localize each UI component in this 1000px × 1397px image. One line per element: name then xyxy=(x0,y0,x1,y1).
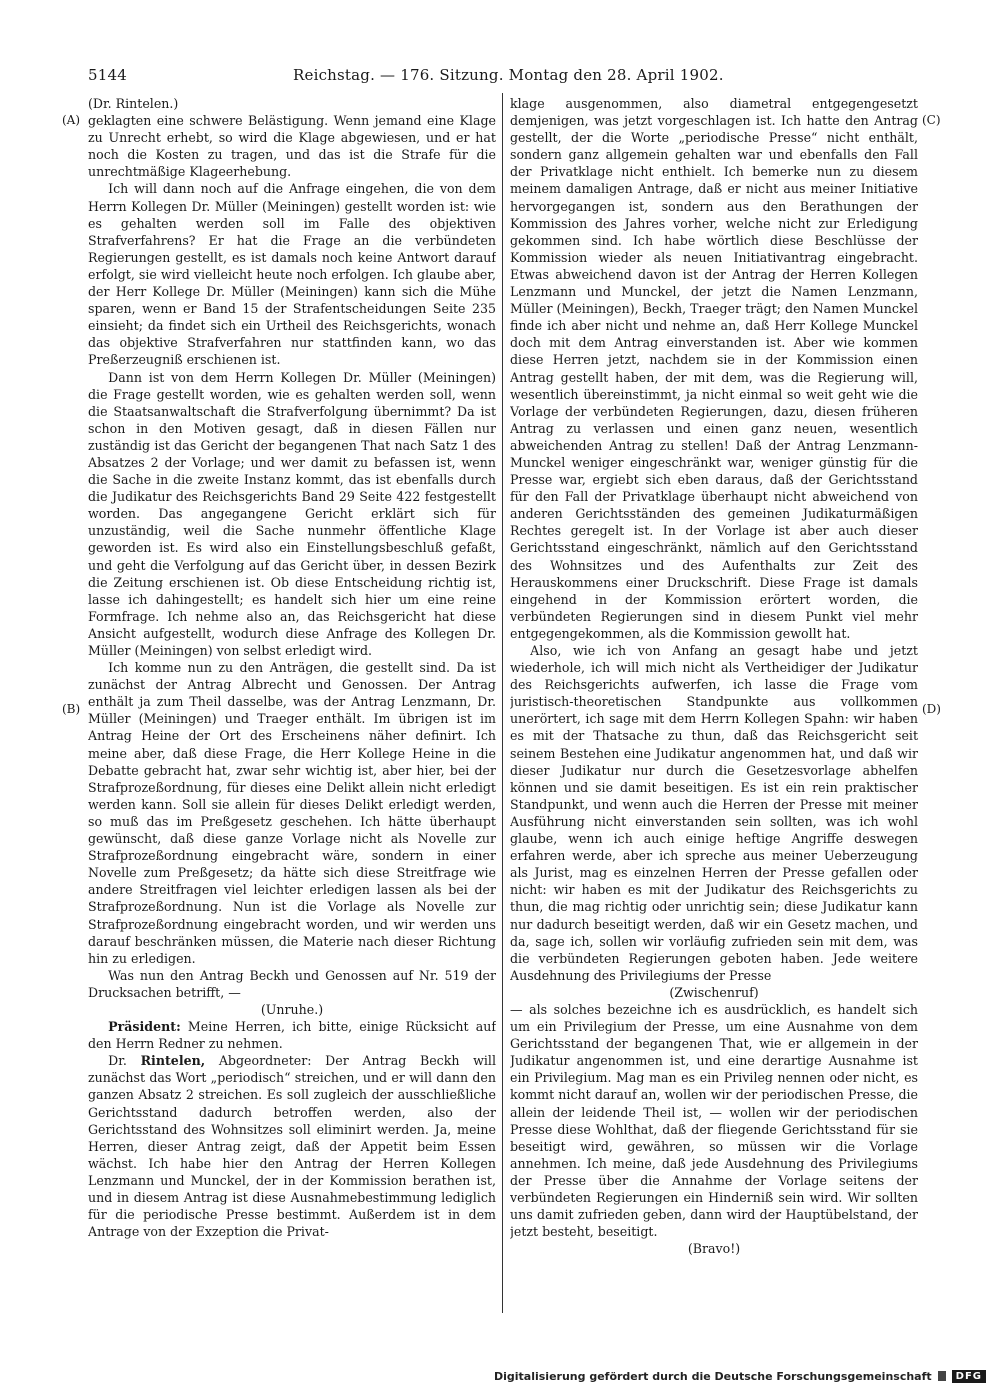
interjection: (Bravo!) xyxy=(687,1241,741,1257)
interjection: (Zwischenruf) xyxy=(669,984,759,1000)
paragraph: Also, wie ich von Anfang an gesagt habe und jetzt wiederhole, ich will mich nicht als Vertheidiger der Judikatur des Reichsgerichts aufwerfen, ich lasse die Frage vom juristisch-theoretischen Standpunkte aus vollkommen unerörtert, ich sage mit dem Herrn Kollegen Spahn: wir haben es mit der Thatsache zu thun, daß das Reichsgericht seit seinem Bestehen eine Judikatur angenommen hat, und daß wir dieser Judikatur nur durch die Gesetzesvorlage abhelfen können und sie damit beseitigen. Es ist ein rein praktischer Standpunkt, und wenn auch die Herren der Presse mit meiner Ausführung nicht einverstanden sein sollten, was ich wohl glaube, wenn ich auch einige heftige Angriffe deswegen erfahren werde, aber ich spreche aus meiner Ueberzeugung als Jurist, mag es einzelnen Herren der Presse gefallen oder nicht: wir haben es mit der Judikatur des Reichsgerichts zu thun, die mag richtig oder unrichtig sein; diese Judikatur kann nur dadurch beseitigt werden, daß wir ein Gesetz machen, und da, sage ich, sollen wir vorläufig zufrieden sein mit dem, was die verbündeten Regierungen geboten haben. Jede weitere Ausdehnung des Privilegiums der Presse xyxy=(510,643,918,983)
margin-marker-d: (D) xyxy=(922,702,941,716)
footer-text: Digitalisierung gefördert durch die Deutsche Forschungsgemeinschaft xyxy=(493,1369,932,1383)
left-column xyxy=(88,95,496,1310)
paragraph: — als solches bezeichne ich es ausdrücklich, es handelt sich um ein Privilegium der Presse, um eine Ausnahme von dem Gerichtsstand der begangenen That, wie er allgemein in der Judikatur angenommen ist, und eine derartige Ausnahme ist ein Privilegium. Mag man es ein Privileg nennen oder nicht, es kommt nicht darauf an, wollen wir der periodischen Presse, die allein der leidende Theil ist, — wollen wir der periodischen Presse diese Wohlthat, daß der fliegende Gerichtsstand für sie beseitigt wird, gewähren, so müssen wir die Vorlage annehmen. Ich meine, daß jede Ausdehnung des Privilegiums der Presse über die Annahme der Vorlage seitens der verbündeten Regierungen ein Hinderniß sein wird. Wir sollten uns damit zufrieden geben, dann wird der Hauptübelstand, der jetzt besteht, beseitigt. xyxy=(510,1001,918,1240)
running-header xyxy=(88,66,918,88)
president-name: Präsident: xyxy=(108,1019,181,1035)
column-divider xyxy=(502,93,503,1313)
president-text: Meine Herren, ich bitte, einige Rücksicht auf den Herrn Redner zu nehmen. xyxy=(88,1019,496,1052)
dfg-mark-icon xyxy=(938,1371,946,1381)
dfg-logo: DFG xyxy=(952,1370,986,1383)
paragraph: klage ausgenommen, also diametral entgegengesetzt demjenigen, was jetzt vorgeschlagen ist. Ich hatte den Antrag gestellt, der die Worte „periodische Presse“ nicht enthält, sondern ganz allgemein gehalten war und ebenfalls den Fall der Privatklage nicht enthielt. Ich bemerke nun zu diesem meinem damaligen Antrage, daß er nicht aus meiner Initiative hervorgegangen ist, sondern aus den Berathungen der Kommission des Jahres vorher, welche nicht zur Erledigung gekommen sind. Ich habe wörtlich diese Beschlüsse der Kommission wieder als neuen Initiativantrag eingebracht. Etwas abweichend davon ist der Antrag der Herren Kollegen Lenzmann und Munckel, der jetzt die Namen Lenzmann, Müller (Meiningen), Beckh, Traeger trägt; den Namen Munckel finde ich aber nicht und nehme an, daß Herr Kollege Munckel doch mit dem Antrag einverstanden ist. Aber wie kommen diese Herren jetzt, nachdem sie in der Kommission einen Antrag gestellt haben, der mit dem, was die Regierung will, wesentlich übereinstimmt, ja nicht einmal so weit geht wie die Vorlage der verbündeten Regierungen, dazu, diesen früheren Antrag zu verlassen und einen ganz neuen, wesentlich abweichenden Antrag zu stellen! Daß der Antrag Lenzmann-Munckel weniger eingeschränkt war, weniger günstig für die Presse war, ergiebt sich eben daraus, daß der Gerichtsstand für den Fall der Privatklage überhaupt nicht abweichend von anderen Gerichtsständen des gemeinen Judikaturmäßigen Rechtes geregelt ist. In der Vorlage ist aber auch dieser Gerichtsstand eingeschränkt, nämlich auf den Gerichtsstand des Wohnsitzes und des Aufenthalts zur Zeit des Herauskommens einer Druckschrift. Diese Frage ist damals eingehend in der Kommission erörtert worden, die verbündeten Regierungen sind in diesem Punkt viel mehr entgegengekommen, als die Kommission gewollt hat. xyxy=(510,96,918,641)
paragraph: Was nun den Antrag Beckh und Genossen auf Nr. 519 der Drucksachen betrifft, — xyxy=(88,967,496,1000)
paragraph: geklagten eine schwere Belästigung. Wenn jemand eine Klage zu Unrecht erhebt, so wird die Klage abgewiesen, und er hat noch die Kosten zu tragen, und das ist die Strafe für die unrechtmäßige Klageerhebung. xyxy=(88,113,496,180)
speaker-reference: (Dr. Rintelen.) xyxy=(88,96,179,111)
running-title: Reichstag. — 176. Sitzung. Montag den 28. April 1902. xyxy=(293,66,724,84)
margin-marker-a: (A) xyxy=(62,113,81,127)
speaker-name: Rintelen, xyxy=(140,1053,206,1069)
margin-marker-c: (C) xyxy=(922,113,941,127)
speaker-prefix: Dr. xyxy=(108,1053,127,1069)
president-remark xyxy=(88,1018,496,1052)
paragraph: Ich will dann noch auf die Anfrage eingehen, die von dem Herrn Kollegen Dr. Müller (Meiningen) gestellt worden ist: wie es gehalten werden soll im Falle des objektiven Strafverfahrens? Er hat die Frage an die verbündeten Regierungen gestellt, es ist damals noch keine Antwort darauf erfolgt, sie wird vielleicht heute noch erfolgen. Ich glaube aber, der Herr Kollege Dr. Müller (Meiningen) kann sich die Mühe sparen, wenn er Band 15 der Strafentscheidungen Seite 235 einsieht; da findet sich ein Urtheil des Reichsgerichts, wonach das objektive Strafverfahren nur stattfinden kann, wo das Preßerzeugniß erschienen ist. xyxy=(88,181,496,368)
right-column xyxy=(510,95,918,1310)
digitization-footer xyxy=(494,1367,986,1385)
margin-marker-b: (B) xyxy=(62,702,81,716)
page-number: 5144 xyxy=(88,66,127,84)
paragraph: Dann ist von dem Herrn Kollegen Dr. Müller (Meiningen) die Frage gestellt worden, wie es gehalten werden soll, wenn die Staatsanwaltschaft die Strafverfolgung übernimmt? Da ist schon in den Motiven gesagt, daß in diesen Fällen nur zuständig ist das Gericht der begangenen That nach Satz 1 des Absatzes 2 der Vorlage; und wer damit zu befassen ist, wenn die Sache in die zweite Instanz kommt, das ist ebenfalls durch die Judikatur des Reichsgerichts Band 29 Seite 422 festgestellt worden. Das angegangene Gericht erklärt sich für unzuständig, weil die Sache nunmehr öffentliche Klage geworden ist. Es wird also ein Einstellungsbeschluß gefaßt, und geht die Verfolgung auf das Gericht über, in dessen Bezirk die Zeitung erschienen ist. Ob diese Entscheidung richtig ist, lasse ich dahingestellt; es handelt sich hier um eine reine Formfrage. Ich nehme also an, das Reichsgericht hat diese Ansicht aufgestellt, wodurch diese Anfrage des Kollegen Dr. Müller (Meiningen) von selbst erledigt wird. xyxy=(88,369,496,658)
speaker-paragraph xyxy=(88,1052,496,1240)
interjection: (Unruhe.) xyxy=(260,1001,324,1017)
paragraph: Ich komme nun zu den Anträgen, die gestellt sind. Da ist zunächst der Antrag Albrecht und Genossen. Der Antrag enthält ja zum Theil dasselbe, was der Antrag Lenzmann, Dr. Müller (Meiningen) und Traeger enthält. Im übrigen ist im Antrag Heine der Ort des Erscheinens näher definirt. Ich meine aber, daß diese Frage, die Herr Kollege Heine in die Debatte gebracht hat, zwar sehr wichtig ist, aber hier, bei der Strafprozeßordnung, für dieses eine Delikt allein nicht erledigt werden kann. Soll sie allein für dieses Delikt erledigt werden, so muß das im Preßgesetz geschehen. Ich hätte überhaupt gewünscht, daß diese ganze Vorlage nicht als Novelle zur Strafprozeßordnung eingebracht wäre, sondern in einer Novelle zum Preßgesetz; da hätte sich diese Streitfrage wie andere Streitfragen viel leichter erledigen lassen als bei der Strafprozeßordnung. Nun ist die Vorlage als Novelle zur Strafprozeßordnung eingebracht worden, und wir werden uns darauf beschränken müssen, die Materie nach dieser Richtung hin zu erledigen. xyxy=(88,660,496,966)
speaker-text: Abgeordneter: Der Antrag Beckh will zunächst das Wort „periodisch“ streichen, und er will dann den ganzen Absatz 2 streichen. Es soll zugleich der ausschließliche Gerichtsstand dadurch betroffen werden, also der Gerichtsstand des Wohnsitzes soll eliminirt werden. Ja, meine Herren, dieser Antrag zeigt, daß der Appetit beim Essen wächst. Ich habe hier den Antrag der Herren Kollegen Lenzmann und Munckel, der in der Kommission berathen ist, und in diesem Antrag ist diese Ausnahmebestimmung lediglich für die periodische Presse bestimmt. Außerdem ist in dem Antrage von der Exzeption die Privat- xyxy=(88,1053,496,1240)
